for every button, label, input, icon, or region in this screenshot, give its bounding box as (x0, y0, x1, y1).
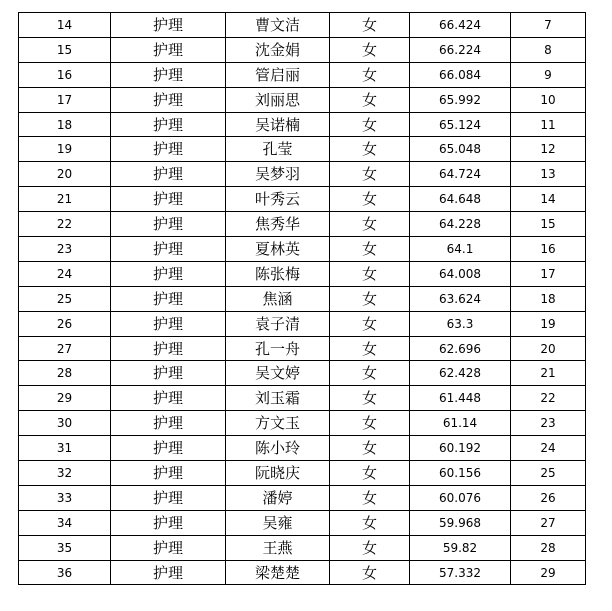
table-row (19, 336, 586, 361)
rank-cell: 16 (511, 237, 586, 262)
rank-cell: 11 (511, 112, 586, 137)
major-cell: 护理 (111, 112, 226, 137)
rank-cell: 22 (511, 386, 586, 411)
row-number-cell: 29 (19, 386, 111, 411)
major-cell: 护理 (111, 560, 226, 585)
row-number-cell: 21 (19, 187, 111, 212)
score-cell: 64.724 (410, 162, 511, 187)
score-cell: 64.008 (410, 261, 511, 286)
name-cell: 潘婷 (226, 485, 330, 510)
rank-cell: 18 (511, 286, 586, 311)
row-number-cell: 17 (19, 87, 111, 112)
gender-cell: 女 (330, 62, 410, 87)
row-number-cell: 31 (19, 436, 111, 461)
gender-cell: 女 (330, 336, 410, 361)
major-cell: 护理 (111, 62, 226, 87)
rank-cell: 24 (511, 436, 586, 461)
gender-cell: 女 (330, 535, 410, 560)
row-number-cell: 19 (19, 137, 111, 162)
name-cell: 吴梦羽 (226, 162, 330, 187)
score-cell: 64.1 (410, 237, 511, 262)
table-row (19, 137, 586, 162)
row-number-cell: 33 (19, 485, 111, 510)
gender-cell: 女 (330, 361, 410, 386)
score-cell: 60.076 (410, 485, 511, 510)
rank-cell: 13 (511, 162, 586, 187)
table-row (19, 212, 586, 237)
row-number-cell: 18 (19, 112, 111, 137)
gender-cell: 女 (330, 237, 410, 262)
rank-cell: 20 (511, 336, 586, 361)
score-cell: 62.696 (410, 336, 511, 361)
major-cell: 护理 (111, 13, 226, 38)
name-cell: 孔一舟 (226, 336, 330, 361)
name-cell: 方文玉 (226, 411, 330, 436)
gender-cell: 女 (330, 510, 410, 535)
score-cell: 65.048 (410, 137, 511, 162)
table-row (19, 510, 586, 535)
table-row (19, 261, 586, 286)
major-cell: 护理 (111, 485, 226, 510)
rank-cell: 29 (511, 560, 586, 585)
row-number-cell: 23 (19, 237, 111, 262)
table-row (19, 187, 586, 212)
rank-cell: 10 (511, 87, 586, 112)
score-cell: 64.228 (410, 212, 511, 237)
table-row (19, 62, 586, 87)
rank-cell: 15 (511, 212, 586, 237)
major-cell: 护理 (111, 187, 226, 212)
row-number-cell: 35 (19, 535, 111, 560)
name-cell: 陈张梅 (226, 261, 330, 286)
score-cell: 63.3 (410, 311, 511, 336)
gender-cell: 女 (330, 13, 410, 38)
name-cell: 刘玉霜 (226, 386, 330, 411)
rank-cell: 21 (511, 361, 586, 386)
name-cell: 曹文洁 (226, 13, 330, 38)
row-number-cell: 22 (19, 212, 111, 237)
name-cell: 管启丽 (226, 62, 330, 87)
score-cell: 57.332 (410, 560, 511, 585)
name-cell: 阮晓庆 (226, 461, 330, 486)
major-cell: 护理 (111, 535, 226, 560)
name-cell: 袁子清 (226, 311, 330, 336)
table-row (19, 237, 586, 262)
score-cell: 59.968 (410, 510, 511, 535)
major-cell: 护理 (111, 237, 226, 262)
major-cell: 护理 (111, 386, 226, 411)
score-cell: 65.124 (410, 112, 511, 137)
table-row (19, 37, 586, 62)
gender-cell: 女 (330, 137, 410, 162)
score-cell: 60.192 (410, 436, 511, 461)
table-row (19, 560, 586, 585)
rank-cell: 26 (511, 485, 586, 510)
row-number-cell: 30 (19, 411, 111, 436)
table-row (19, 162, 586, 187)
table-row (19, 286, 586, 311)
name-cell: 吴诺楠 (226, 112, 330, 137)
major-cell: 护理 (111, 361, 226, 386)
rank-cell: 28 (511, 535, 586, 560)
name-cell: 吴雍 (226, 510, 330, 535)
name-cell: 夏林英 (226, 237, 330, 262)
major-cell: 护理 (111, 461, 226, 486)
table-row (19, 361, 586, 386)
row-number-cell: 15 (19, 37, 111, 62)
score-cell: 62.428 (410, 361, 511, 386)
major-cell: 护理 (111, 212, 226, 237)
score-cell: 66.224 (410, 37, 511, 62)
table-row (19, 411, 586, 436)
table-row (19, 13, 586, 38)
major-cell: 护理 (111, 411, 226, 436)
score-cell: 66.424 (410, 13, 511, 38)
row-number-cell: 32 (19, 461, 111, 486)
gender-cell: 女 (330, 286, 410, 311)
major-cell: 护理 (111, 162, 226, 187)
gender-cell: 女 (330, 37, 410, 62)
rank-cell: 8 (511, 37, 586, 62)
score-cell: 61.448 (410, 386, 511, 411)
gender-cell: 女 (330, 560, 410, 585)
score-cell: 64.648 (410, 187, 511, 212)
rank-cell: 12 (511, 137, 586, 162)
rank-cell: 17 (511, 261, 586, 286)
results-table-body (19, 13, 586, 585)
rank-cell: 9 (511, 62, 586, 87)
major-cell: 护理 (111, 286, 226, 311)
results-table (18, 12, 586, 585)
gender-cell: 女 (330, 461, 410, 486)
gender-cell: 女 (330, 87, 410, 112)
name-cell: 刘丽思 (226, 87, 330, 112)
row-number-cell: 14 (19, 13, 111, 38)
score-cell: 65.992 (410, 87, 511, 112)
table-row (19, 87, 586, 112)
gender-cell: 女 (330, 112, 410, 137)
row-number-cell: 26 (19, 311, 111, 336)
gender-cell: 女 (330, 162, 410, 187)
score-cell: 63.624 (410, 286, 511, 311)
table-row (19, 311, 586, 336)
gender-cell: 女 (330, 485, 410, 510)
row-number-cell: 34 (19, 510, 111, 535)
rank-cell: 7 (511, 13, 586, 38)
major-cell: 护理 (111, 87, 226, 112)
rank-cell: 14 (511, 187, 586, 212)
name-cell: 孔莹 (226, 137, 330, 162)
gender-cell: 女 (330, 436, 410, 461)
name-cell: 王燕 (226, 535, 330, 560)
row-number-cell: 28 (19, 361, 111, 386)
name-cell: 焦秀华 (226, 212, 330, 237)
gender-cell: 女 (330, 411, 410, 436)
table-row (19, 112, 586, 137)
major-cell: 护理 (111, 311, 226, 336)
row-number-cell: 36 (19, 560, 111, 585)
major-cell: 护理 (111, 436, 226, 461)
gender-cell: 女 (330, 187, 410, 212)
major-cell: 护理 (111, 336, 226, 361)
table-row (19, 535, 586, 560)
score-cell: 60.156 (410, 461, 511, 486)
row-number-cell: 24 (19, 261, 111, 286)
name-cell: 吴文婷 (226, 361, 330, 386)
rank-cell: 19 (511, 311, 586, 336)
gender-cell: 女 (330, 261, 410, 286)
gender-cell: 女 (330, 212, 410, 237)
table-row (19, 386, 586, 411)
name-cell: 梁楚楚 (226, 560, 330, 585)
major-cell: 护理 (111, 37, 226, 62)
row-number-cell: 25 (19, 286, 111, 311)
major-cell: 护理 (111, 261, 226, 286)
rank-cell: 23 (511, 411, 586, 436)
score-cell: 66.084 (410, 62, 511, 87)
name-cell: 焦涵 (226, 286, 330, 311)
rank-cell: 27 (511, 510, 586, 535)
table-row (19, 461, 586, 486)
gender-cell: 女 (330, 386, 410, 411)
score-cell: 61.14 (410, 411, 511, 436)
row-number-cell: 16 (19, 62, 111, 87)
row-number-cell: 27 (19, 336, 111, 361)
name-cell: 叶秀云 (226, 187, 330, 212)
major-cell: 护理 (111, 510, 226, 535)
table-row (19, 485, 586, 510)
rank-cell: 25 (511, 461, 586, 486)
table-row (19, 436, 586, 461)
name-cell: 沈金娟 (226, 37, 330, 62)
row-number-cell: 20 (19, 162, 111, 187)
major-cell: 护理 (111, 137, 226, 162)
score-cell: 59.82 (410, 535, 511, 560)
name-cell: 陈小玲 (226, 436, 330, 461)
gender-cell: 女 (330, 311, 410, 336)
